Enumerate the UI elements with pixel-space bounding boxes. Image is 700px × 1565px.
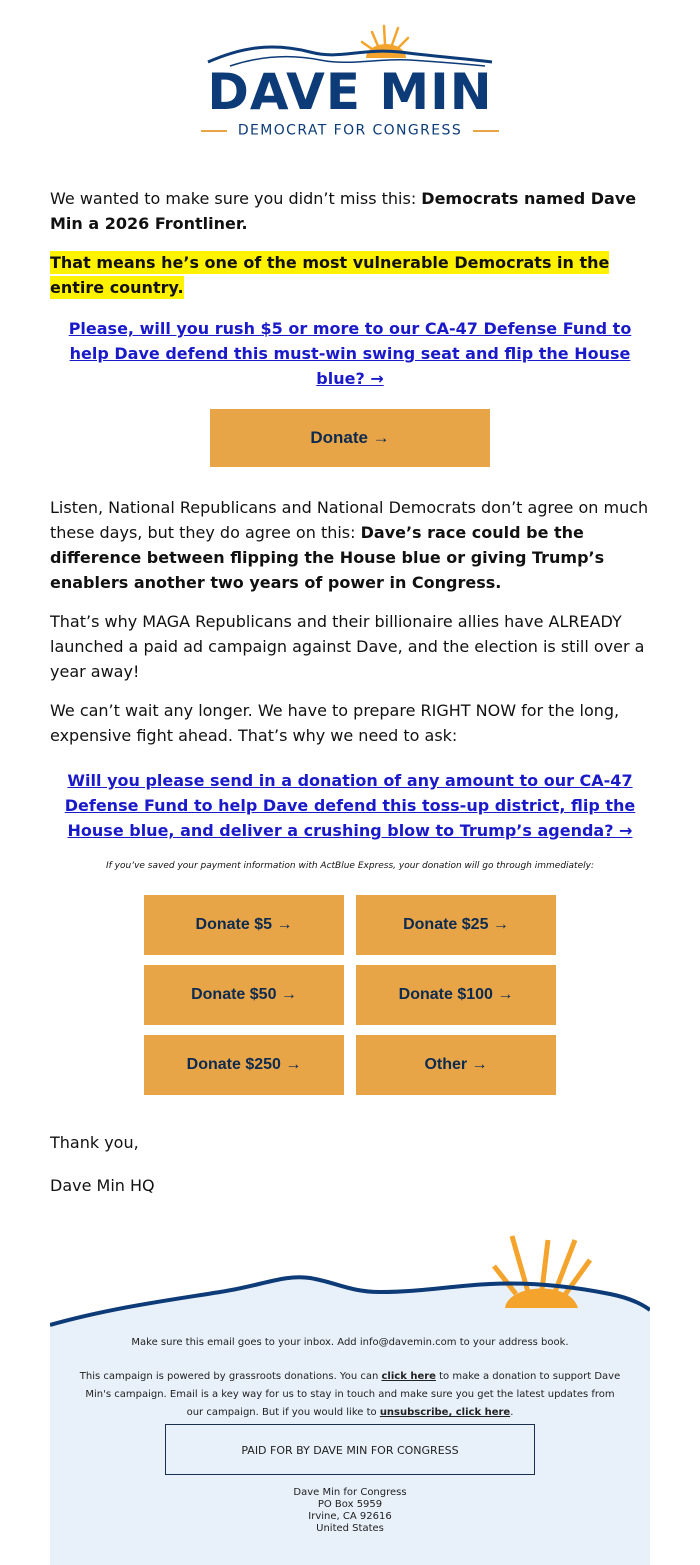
powered-text-a: This campaign is powered by grassroots donations. You can (79, 1371, 382, 1382)
click-here-link[interactable]: click here (381, 1371, 436, 1382)
paid-for-disclaimer: PAID FOR BY DAVE MIN FOR CONGRESS (165, 1424, 535, 1475)
logo-tagline (0, 120, 700, 140)
donate-other-button[interactable]: Other → (356, 1035, 556, 1095)
donate-button[interactable]: Donate → (210, 409, 490, 467)
donation-amount-grid (144, 895, 556, 1095)
highlight-paragraph (50, 250, 650, 300)
donate-25-button[interactable]: Donate $25 → (356, 895, 556, 955)
sign-off: Thank you, (50, 1133, 139, 1152)
republicans-paragraph (50, 495, 650, 595)
tagline-text: DEMOCRAT FOR CONGRESS (237, 122, 463, 139)
maga-paragraph: That’s why MAGA Republicans and their billionaire allies have ALREADY launched a paid ad campaign against Dave, and the election is still over a year away! (50, 612, 645, 681)
address-line: Dave Min for Congress (293, 1487, 407, 1498)
inbox-note: Make sure this email goes to your inbox. Add info@davemin.com to your address book. (131, 1337, 569, 1348)
tagline-left-rule (201, 130, 227, 132)
cant-wait-paragraph: We can’t wait any longer. We have to prepare RIGHT NOW for the long, expensive fight ahead. That’s why we need to ask: (50, 701, 620, 745)
donate-50-button[interactable]: Donate $50 → (144, 965, 344, 1025)
republicans-bold: Dave’s race could be the difference between flipping the House blue or giving Trump’s enablers another two years of power in Congress. (50, 523, 605, 592)
donate-250-button[interactable]: Donate $250 → (144, 1035, 344, 1095)
donate-100-button[interactable]: Donate $100 → (356, 965, 556, 1025)
intro-bold: Democrats named Dave Min a 2026 Frontliner. (50, 189, 637, 233)
powered-by-paragraph (50, 1368, 650, 1422)
address-line: Irvine, CA 92616 (308, 1511, 392, 1522)
donate-link-paragraph-2 (50, 768, 650, 843)
actblue-fine-print: If you’ve saved your payment information with ActBlue Express, your donation will go through immediately: (106, 861, 594, 871)
tagline-right-rule (473, 130, 499, 132)
intro-paragraph (50, 186, 650, 236)
unsubscribe-link[interactable]: unsubscribe, click here (379, 1407, 511, 1418)
donate-5-button[interactable]: Donate $5 → (144, 895, 344, 955)
header (0, 0, 700, 160)
footer (50, 1330, 650, 1565)
powered-text-c: . (510, 1407, 514, 1418)
powered-text-b: to make a donation to support Dave Min's campaign. Email is a key way for us to stay in touch and make sure you get the latest updates from our campaign. But if you would like to (85, 1371, 621, 1418)
mailing-address (50, 1487, 650, 1535)
intro-text: We wanted to make sure you didn’t miss this: (50, 189, 422, 208)
footer-wave-sun-icon (50, 1230, 650, 1335)
logo-name: DAVE MIN (207, 63, 493, 121)
address-line: United States (316, 1523, 384, 1534)
signature: Dave Min HQ (50, 1176, 155, 1195)
republicans-text: Listen, National Republicans and National Democrats don’t agree on much these days, but they do agree on this: (50, 498, 649, 542)
address-line: PO Box 5959 (317, 1499, 383, 1510)
defense-fund-link-1[interactable]: Please, will you rush $5 or more to our CA-47 Defense Fund to help Dave defend this must-win swing seat and flip the House blue? → (68, 319, 632, 388)
highlighted-text: That means he’s one of the most vulnerable Democrats in the entire country. (50, 253, 610, 297)
donate-link-paragraph-1 (50, 316, 650, 391)
email-body (50, 186, 650, 1095)
defense-fund-link-2[interactable]: Will you please send in a donation of any amount to our CA-47 Defense Fund to help Dave defend this toss-up district, flip the House blue, and deliver a crushing blow to Trump’s agenda? → (64, 771, 636, 840)
